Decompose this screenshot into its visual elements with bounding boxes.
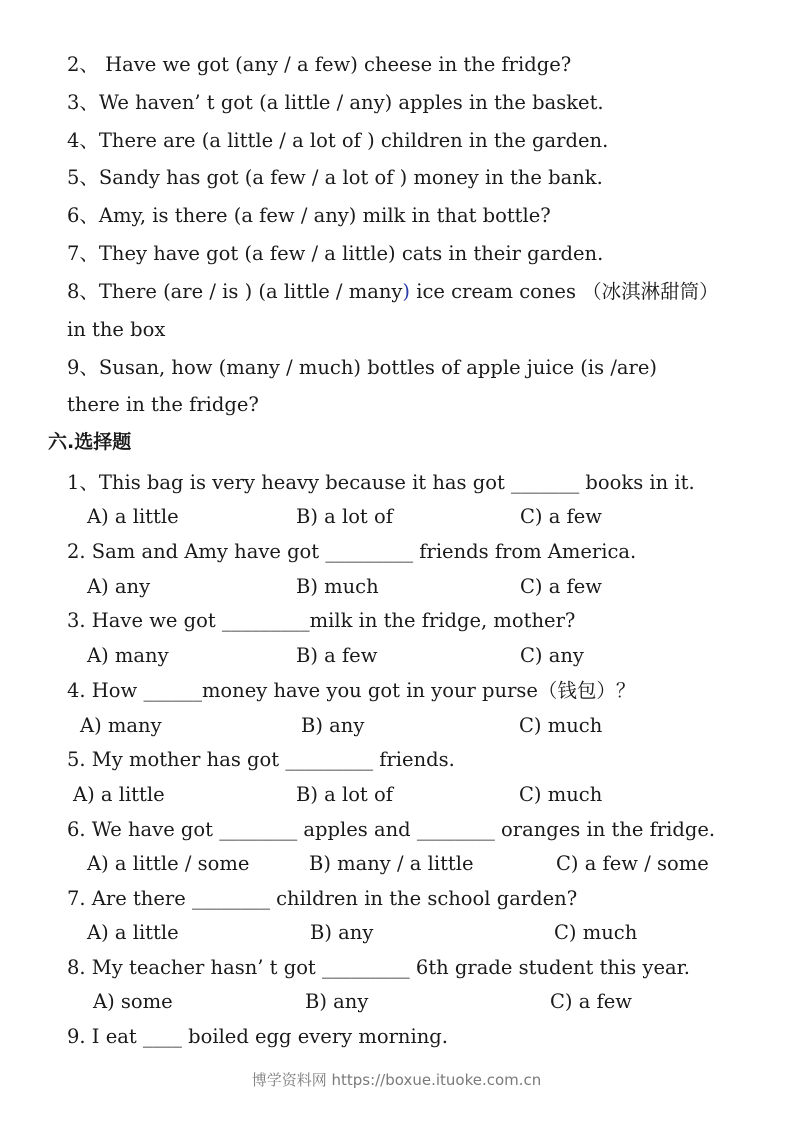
question-5-option-c: C) much (519, 783, 603, 806)
question-4: 4. How ______money have you got in your purse（钱包）？ (67, 679, 636, 702)
question-4-option-c: C) much (519, 714, 603, 737)
question-1-option-c: C) a few (520, 505, 602, 528)
question-7: 7. Are there ________ children in the school garden? (67, 887, 578, 910)
question-8-option-c: C) a few (550, 990, 632, 1013)
exercise-item-3: 3、We haven’ t got (a little / any) apples in the basket. (67, 91, 604, 114)
exercise-item-7: 7、They have got (a few / a little) cats in their garden. (67, 242, 604, 265)
exercise-item-4: 4、There are (a little / a lot of ) children in the garden. (67, 129, 609, 152)
item-8-text-a: 8、There (are / is ) (a little / many (67, 280, 403, 303)
question-6: 6. We have got ________ apples and ________ oranges in the fridge. (67, 818, 716, 841)
question-5-option-a: A) a little (73, 783, 165, 806)
question-8-option-a: A) some (93, 990, 173, 1013)
exercise-item-6: 6、Amy, is there (a few / any) milk in that bottle? (67, 204, 551, 227)
question-2-option-c: C) a few (520, 575, 602, 598)
question-7-option-b: B) any (310, 921, 374, 944)
question-1-option-b: B) a lot of (296, 505, 393, 528)
exercise-item-9-continuation: there in the fridge? (67, 393, 259, 416)
item-8-blue-paren: ) (402, 280, 411, 303)
section-6-heading: 六.选择题 (48, 431, 132, 453)
question-6-option-a: A) a little / some (87, 852, 250, 875)
footer-watermark: 博学资料网 https://boxue.ituoke.com.cn (251, 1071, 542, 1089)
question-6-option-b: B) many / a little (309, 852, 474, 875)
exercise-item-8 (67, 280, 719, 304)
question-2-option-b: B) much (296, 575, 379, 598)
question-7-option-a: A) a little (87, 921, 179, 944)
question-3-option-a: A) many (87, 644, 169, 667)
question-5: 5. My mother has got _________ friends. (67, 748, 455, 771)
exercise-item-8-continuation: in the box (67, 318, 166, 341)
exercise-item-9: 9、Susan, how (many / much) bottles of apple juice (is /are) (67, 356, 658, 379)
item-8-text-b: ice cream cones （冰淇淋甜筒） (410, 280, 719, 303)
exercise-item-2: 2、 Have we got (any / a few) cheese in the fridge? (67, 53, 572, 76)
question-2: 2. Sam and Amy have got _________ friends from America. (67, 540, 637, 563)
question-6-option-c: C) a few / some (556, 852, 709, 875)
question-3: 3. Have we got _________milk in the fridge, mother? (67, 609, 576, 632)
question-7-option-c: C) much (554, 921, 638, 944)
question-8: 8. My teacher hasn’ t got _________ 6th grade student this year. (67, 956, 690, 979)
question-2-option-a: A) any (87, 575, 151, 598)
question-9: 9. I eat ____ boiled egg every morning. (67, 1025, 448, 1048)
question-4-option-a: A) many (80, 714, 162, 737)
question-5-option-b: B) a lot of (296, 783, 393, 806)
question-1-option-a: A) a little (87, 505, 179, 528)
exercise-item-5: 5、Sandy has got (a few / a lot of ) money in the bank. (67, 166, 603, 189)
question-3-option-b: B) a few (296, 644, 378, 667)
question-8-option-b: B) any (305, 990, 369, 1013)
question-4-option-b: B) any (301, 714, 365, 737)
question-3-option-c: C) any (520, 644, 584, 667)
question-1: 1、This bag is very heavy because it has got _______ books in it. (67, 471, 695, 494)
